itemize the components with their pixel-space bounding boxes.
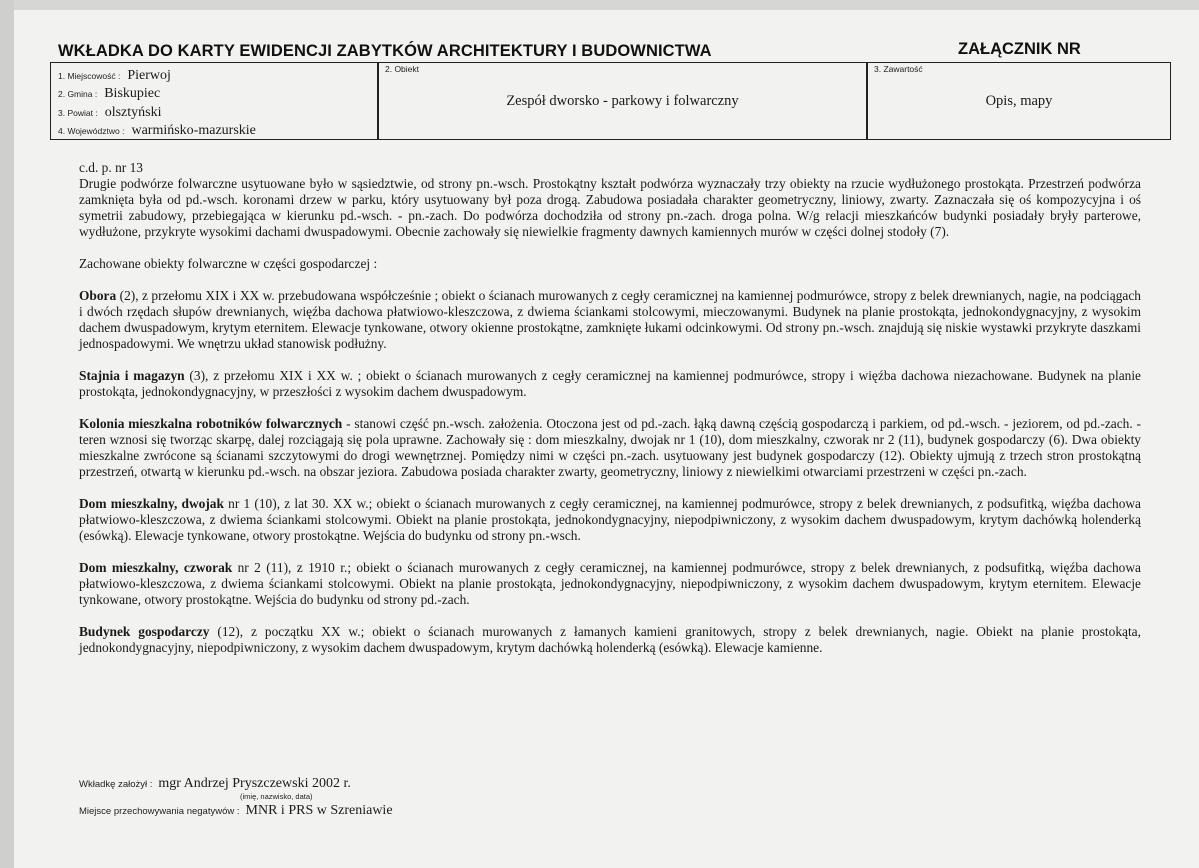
gospodarczy-paragraph (79, 624, 1141, 656)
author-value: mgr Andrzej Pryszczewski 2002 r. (158, 776, 351, 791)
scan-edge-top (0, 0, 1199, 10)
dwojak-text: nr 1 (10), z lat 30. XX w.; obiekt o ścianach murowanych z cegły ceramicznej, na kamiennej podmurówce, stropy z belek drewnianych, z podsufitką, więźba dachowa płatwiowo-kleszczowa, z dwiema ściankami stolcowymi. Obiekt na planie prostokąta, jednokondygnacyjny, niepodpiwniczony, z wysokim dachem dwuspadowym, krytym dachówką holenderką (esówką). Elewacje tynkowane, otwory prostokątne. Wejścia do budynku od strony pn.-wsch. (79, 496, 1141, 543)
czworak-paragraph (79, 560, 1141, 608)
author-row (79, 774, 351, 792)
commune-row (58, 84, 160, 102)
kolonia-text: - stanowi część pn.-wsch. założenia. Otoczona jest od pd.-zach. łąką dawną częścią gospodarczą i parkiem, od pd.-wsch. - jeziorem, od pd.-zach. - teren wznosi się tworząc skarpę, dalej rozciągają się pola uprawne. Zachowały się : dom mieszkalny, dwojak nr 1 (10), dom mieszkalny, czworak nr 2 (11), budynek gospodarczy (6). Dwa obiekty mieszkalne zwrócone są ścianami szczytowymi do drogi wewnętrznej. Pomiędzy nimi w części pn.-zach. usytuowany jest budynek gospodarczy (12). Obiekty ujmują z trzech stron prostokątną przestrzeń, otwartą w kierunku pd.-wsch. na obszar jeziora. Zabudowa posiada charakter zwarty, geometryczny, liniowy z niewielkimi otwarciami przestrzeni w części pn.-zach. (79, 416, 1141, 479)
document-title: WKŁADKA DO KARTY EWIDENCJI ZABYTKÓW ARCHITEKTURY I BUDOWNICTWA (58, 42, 712, 60)
town-label: 1. Miejscowość : (58, 71, 121, 81)
czworak-name: Dom mieszkalny, czworak (79, 560, 233, 575)
contents-label: 3. Zawartość (874, 64, 923, 74)
county-value: olsztyński (104, 105, 162, 120)
stajnia-name: Stajnia i magazyn (79, 368, 185, 383)
dwojak-name: Dom mieszkalny, dwojak (79, 496, 224, 511)
intro-paragraph: Drugie podwórze folwarczne usytuowane było w sąsiedztwie, od strony pn.-wsch. Prostokątny kształt podwórza wyznaczały trzy obiekty na rzucie wydłużonego prostokąta. Przestrzeń podwórza zamknięta była od pd.-wsch. koronami drzew w parku, który usytuowany był poza drogą. Zabudowa posiadała charakter geometryczny, liniowy, zwarty. Zaznaczała się oś kompozycyjna i oś symetrii zabudowy, przebiegająca w kierunku pd.-wsch. - pn.-zach. Do podwórza dochodziła od strony pn.-zach. droga polna. W/g relacji mieszkańców budynki posiadały bryły parterowe, wydłużone, przykryte wysokimi dachami dwuspadowymi. Obecnie zachowały się niewielkie fragmenty dawnych kamiennych murów w części dolnej stodoły (7). (79, 176, 1141, 239)
document-body (79, 160, 1141, 656)
kolonia-name: Kolonia mieszkalna robotników folwarcznych (79, 416, 343, 431)
storage-value: MNR i PRS w Szreniawie (245, 803, 393, 818)
obora-name: Obora (79, 288, 117, 303)
scan-edge-left (0, 0, 14, 868)
county-row (58, 103, 161, 121)
storage-label: Miejsce przechowywania negatywów : (79, 806, 240, 817)
object-value: Zespół dworsko - parkowy i folwarczny (506, 93, 739, 109)
town-row (58, 66, 171, 84)
stajnia-paragraph (79, 368, 1141, 400)
commune-label: 2. Gmina : (58, 89, 98, 99)
town-value: Pierwoj (127, 68, 171, 83)
author-label: Wkładkę założył : (79, 779, 153, 790)
gospodarczy-name: Budynek gospodarczy (79, 624, 210, 639)
location-box (50, 62, 378, 140)
annex-number-label: ZAŁĄCZNIK NR (958, 40, 1081, 58)
commune-value: Biskupiec (104, 86, 161, 101)
gospodarczy-text: (12), z początku XX w.; obiekt o ścianach murowanych z łamanych kamieni granitowych, stropy z belek drewnianych, nagie. Obiekt na planie prostokąta, jednokondygnacyjny, niepodpiwniczony, z wysokim dachem dwuspadowym, krytym dachówką holenderką (esówką). Elewacje kamienne. (79, 624, 1141, 655)
stajnia-text: (3), z przełomu XIX i XX w. ; obiekt o ścianach murowanych z cegły ceramicznej na kamiennej podmurówce, stropy i więźba dachowa niezachowane. Budynek na planie prostokąta, jednokondygnacyjny, w przeszłości z wysokim dachem dwuspadowym. (79, 368, 1142, 399)
obora-paragraph (79, 288, 1141, 352)
county-label: 3. Powiat : (58, 108, 98, 118)
preserved-heading: Zachowane obiekty folwarczne w części gospodarczej : (79, 256, 378, 271)
province-label: 4. Województwo : (58, 126, 125, 136)
contents-value: Opis, mapy (985, 93, 1053, 109)
object-label: 2. Obiekt (385, 64, 420, 74)
dwojak-paragraph (79, 496, 1141, 544)
contents-box (867, 62, 1171, 140)
storage-row (79, 801, 393, 819)
continuation-reference: c.d. p. nr 13 (79, 160, 143, 175)
object-box (378, 62, 867, 140)
author-hint: (imię, nazwisko, data) (240, 792, 313, 801)
province-value: warmińsko-mazurskie (131, 123, 256, 138)
obora-text: (2), z przełomu XIX i XX w. przebudowana współcześnie ; obiekt o ścianach murowanych z cegły ceramicznej na kamiennej podmurówce, stropy z belek drewnianych, nagie, na podciągach i dwóch rzędach słupów drewnianych, więźba dachowa płatwiowo-kleszczowa, z dwiema ściankami stolcowymi, mieczowanymi. Budynek na planie prostokąta, jednokondygnacyjny, z wysokim dachem dwuspadowym, krytym eternitem. Elewacje tynkowane, otwory okienne prostokątne, zamknięte łukami odcinkowymi. Od strony pn.-wsch. znajdują się niskie wystawki przykryte daszkami jednospadowymi. We wnętrzu układ stanowisk podłużny. (79, 288, 1141, 351)
province-row (58, 121, 256, 139)
czworak-text: nr 2 (11), z 1910 r.; obiekt o ścianach murowanych z cegły ceramicznej, na kamiennej podmurówce, stropy z belek drewnianych, z podsufitką, więźba dachowa płatwiowo-kleszczowa, z dwiema ściankami stolcowymi. Obiekt na planie prostokąta, jednokondygnacyjny, niepodpiwniczony, z wysokim dachem dwuspadowym, krytym eternitem. Elewacje tynkowane, otwory prostokątne. Wejścia do budynku od strony pd.-zach. (79, 560, 1141, 607)
kolonia-paragraph (79, 416, 1141, 480)
